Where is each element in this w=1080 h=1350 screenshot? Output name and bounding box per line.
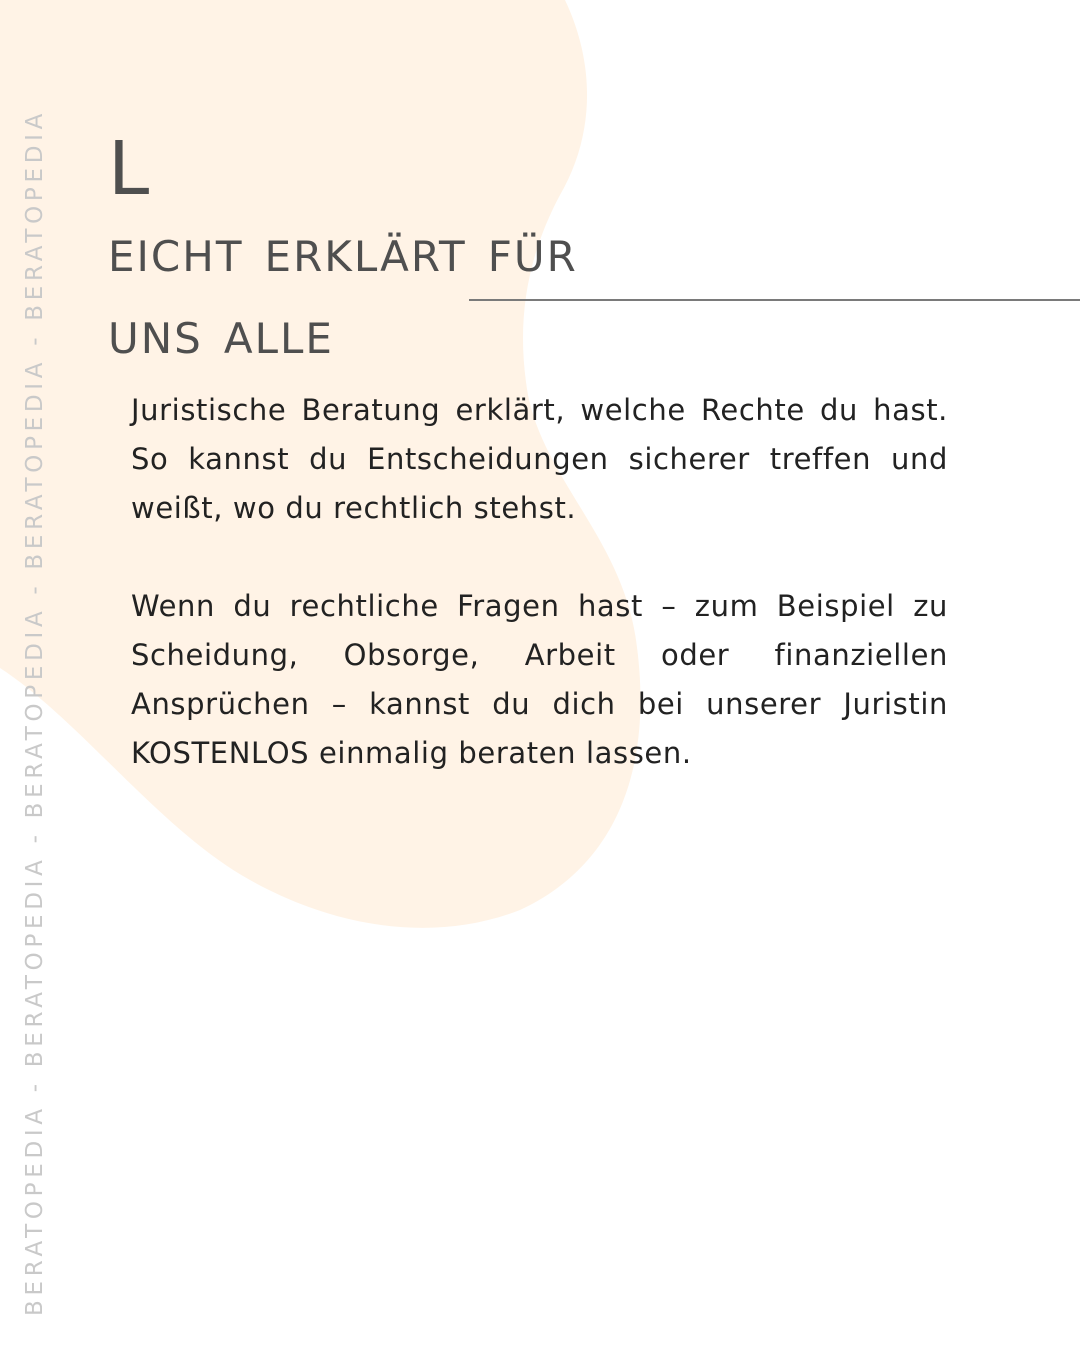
title-divider [469,299,1080,301]
title-line-1-rest: eicht erklärt für [108,216,578,286]
title-line-2: uns alle [108,298,334,368]
title-line-1 [108,128,828,292]
body-content [131,386,948,827]
paragraph-intro: Juristische Beratung erklärt, welche Rechte du hast. So kannst du Entscheidungen sicherer treffen und weißt, wo du rechtlich stehst. [131,393,948,525]
paragraph-offer: Wenn du rechtliche Fragen hast – zum Beispiel zu Scheidung, Obsorge, Arbeit oder finanziellen Ansprüchen – kannst du dich bei unserer Juristin KOSTENLOS einmalig beraten lassen. [131,589,948,770]
brand-watermark: BERATOPEDIA - BERATOPEDIA - BERATOPEDIA - BERATOPEDIA - BERATOPEDIA [22,108,48,1316]
title-initial: L [108,126,152,212]
page-title [108,128,828,374]
